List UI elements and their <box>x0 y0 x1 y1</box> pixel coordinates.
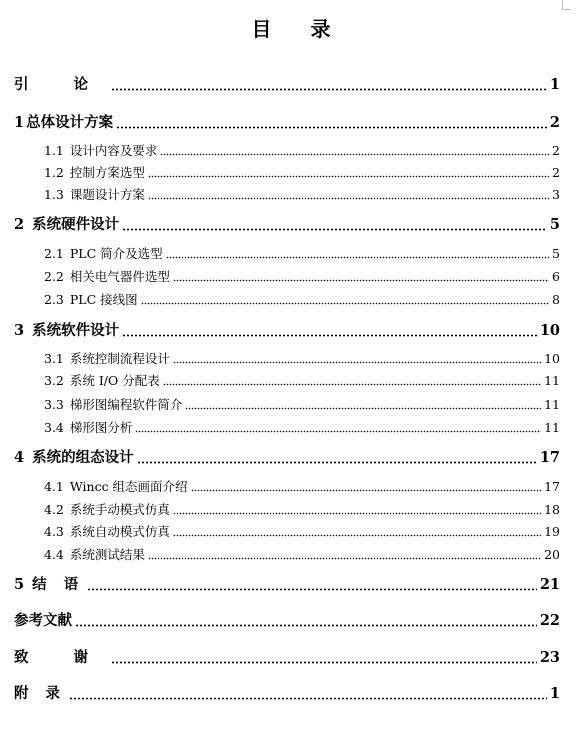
dot-leader <box>173 361 541 364</box>
toc-entry-number: 4 <box>14 449 25 466</box>
dot-leader <box>111 88 547 91</box>
toc-page-number: 5 <box>552 246 560 261</box>
toc-page-number: 6 <box>552 269 560 284</box>
toc-entry-section-1-3[interactable] <box>44 186 560 204</box>
toc-entry-text: 梯形图分析 <box>69 420 133 435</box>
toc-entry-chapter-1[interactable] <box>14 112 560 134</box>
toc-entry-text: 参考文献 <box>14 612 72 629</box>
toc-entry-section-4-3[interactable] <box>44 523 560 541</box>
dot-leader <box>163 383 541 386</box>
toc-entry-number: 3.1 <box>44 351 64 366</box>
toc-page-number: 3 <box>552 187 560 202</box>
toc-entry-section-2-2[interactable] <box>44 268 560 286</box>
toc-entry-number: 3 <box>14 322 25 339</box>
toc-page-number: 21 <box>539 576 560 593</box>
toc-entry-section-3-1[interactable] <box>44 350 560 368</box>
toc-entry-text: 总体设计方案 <box>26 114 114 131</box>
toc-entry-number: 5 <box>14 576 25 593</box>
toc-entry-text: 引 论 <box>14 76 109 93</box>
dot-leader <box>122 334 537 337</box>
toc-entry-number: 2 <box>14 216 25 233</box>
toc-page-number: 11 <box>544 397 560 412</box>
toc-entry-number: 1.3 <box>44 187 64 202</box>
toc-entry-number: 1 <box>14 114 25 131</box>
toc-entry-text: 梯形图编程软件简介 <box>69 397 183 412</box>
dot-leader <box>111 661 537 664</box>
toc-entry-number: 1.2 <box>44 165 64 180</box>
toc-entry-text: PLC 简介及选型 <box>69 246 163 261</box>
toc-page-number: 2 <box>552 165 560 180</box>
toc-page-number: 2 <box>552 143 560 158</box>
toc-entry-text: 系统控制流程设计 <box>69 351 170 366</box>
toc-entry-number: 2.3 <box>44 292 64 307</box>
dot-leader <box>191 489 542 492</box>
toc-entry-text: 系统自动模式仿真 <box>69 524 170 539</box>
toc-entry-number: 2.1 <box>44 246 64 261</box>
toc-entry-section-3-2[interactable] <box>44 372 560 390</box>
toc-entry-number: 1.1 <box>44 143 64 158</box>
toc-entry-text: 系统 I/O 分配表 <box>69 373 160 388</box>
toc-entry-number: 4.1 <box>44 479 64 494</box>
dot-leader <box>160 153 549 156</box>
dot-leader <box>135 430 541 433</box>
dot-leader <box>173 534 541 537</box>
toc-entry-section-2-3[interactable] <box>44 291 560 309</box>
dot-leader <box>87 588 537 591</box>
toc-entry-text: PLC 接线图 <box>69 292 138 307</box>
dot-leader <box>75 624 537 627</box>
toc-entry-references[interactable] <box>14 610 560 632</box>
toc-entry-section-4-2[interactable] <box>44 501 560 519</box>
toc-page-number: 1 <box>549 76 560 93</box>
dot-leader <box>185 407 541 410</box>
toc-page-number: 17 <box>544 479 560 494</box>
toc-entry-section-4-1[interactable] <box>44 478 560 496</box>
dot-leader <box>116 126 547 129</box>
toc-entry-chapter-5[interactable] <box>14 574 560 596</box>
toc-entry-text: 系统的组态设计 <box>32 449 134 466</box>
toc-page-number: 2 <box>549 114 560 131</box>
toc-page-number: 23 <box>539 649 560 666</box>
toc-entry-number: 3.3 <box>44 397 64 412</box>
toc-page-number: 5 <box>549 216 560 233</box>
toc-entry-text: 系统手动模式仿真 <box>69 502 170 517</box>
dot-leader <box>166 256 549 259</box>
toc-entry-number: 2.2 <box>44 269 64 284</box>
toc-entry-appendix[interactable] <box>14 683 560 705</box>
dot-leader <box>137 461 537 464</box>
toc-entry-text: 相关电气器件选型 <box>69 269 170 284</box>
toc-entry-section-3-4[interactable] <box>44 419 560 437</box>
toc-entry-text: 课题设计方案 <box>69 187 145 202</box>
toc-entry-chapter-3[interactable] <box>14 320 560 342</box>
toc-entry-section-1-2[interactable] <box>44 164 560 182</box>
toc-entry-section-3-3[interactable] <box>44 396 560 414</box>
toc-entry-text: 系统软件设计 <box>32 322 120 339</box>
toc-entry-text: 控制方案选型 <box>69 165 145 180</box>
toc-page-number: 11 <box>544 420 560 435</box>
page-title: 目 录 <box>251 17 347 41</box>
toc-entry-text: 设计内容及要求 <box>69 143 158 158</box>
toc-entry-section-1-1[interactable] <box>44 142 560 160</box>
toc-entry-number: 4.2 <box>44 502 64 517</box>
toc-entry-text: 系统硬件设计 <box>32 216 120 233</box>
toc-entry-number: 3.4 <box>44 420 64 435</box>
toc-entry-section-2-1[interactable] <box>44 245 560 263</box>
toc-entry-section-4-4[interactable] <box>44 546 560 564</box>
toc-page-number: 17 <box>539 449 560 466</box>
toc-entry-number: 4.4 <box>44 547 64 562</box>
dot-leader <box>173 512 541 515</box>
toc-entry-chapter-2[interactable] <box>14 214 560 236</box>
dot-leader <box>148 175 549 178</box>
toc-entry-chapter-4[interactable] <box>14 447 560 469</box>
toc-page-number: 1 <box>549 685 560 702</box>
toc-entry-acknowledgements[interactable] <box>14 647 560 669</box>
toc-entry-number: 3.2 <box>44 373 64 388</box>
toc-page-number: 18 <box>544 502 560 517</box>
toc-page-number: 10 <box>539 322 560 339</box>
toc-entry-intro[interactable] <box>14 74 560 96</box>
toc-entry-text: 结 语 <box>32 576 85 593</box>
dot-leader <box>148 197 549 200</box>
toc-entry-text: 致 谢 <box>14 649 109 666</box>
toc-page-number: 8 <box>552 292 560 307</box>
toc-page-number: 22 <box>539 612 560 629</box>
toc-page-number: 11 <box>544 373 560 388</box>
toc-entry-text: Wincc 组态画面介绍 <box>69 479 188 494</box>
dot-leader <box>69 697 547 700</box>
toc-entry-number: 4.3 <box>44 524 64 539</box>
toc-page-number: 10 <box>544 351 560 366</box>
dot-leader <box>141 302 549 305</box>
toc-page-number: 20 <box>544 547 560 562</box>
toc-entry-text: 系统测试结果 <box>69 547 145 562</box>
dot-leader <box>122 228 547 231</box>
dot-leader <box>173 279 549 282</box>
toc-page-number: 19 <box>544 524 560 539</box>
dot-leader <box>148 557 541 560</box>
toc-entry-text: 附 录 <box>14 685 67 702</box>
